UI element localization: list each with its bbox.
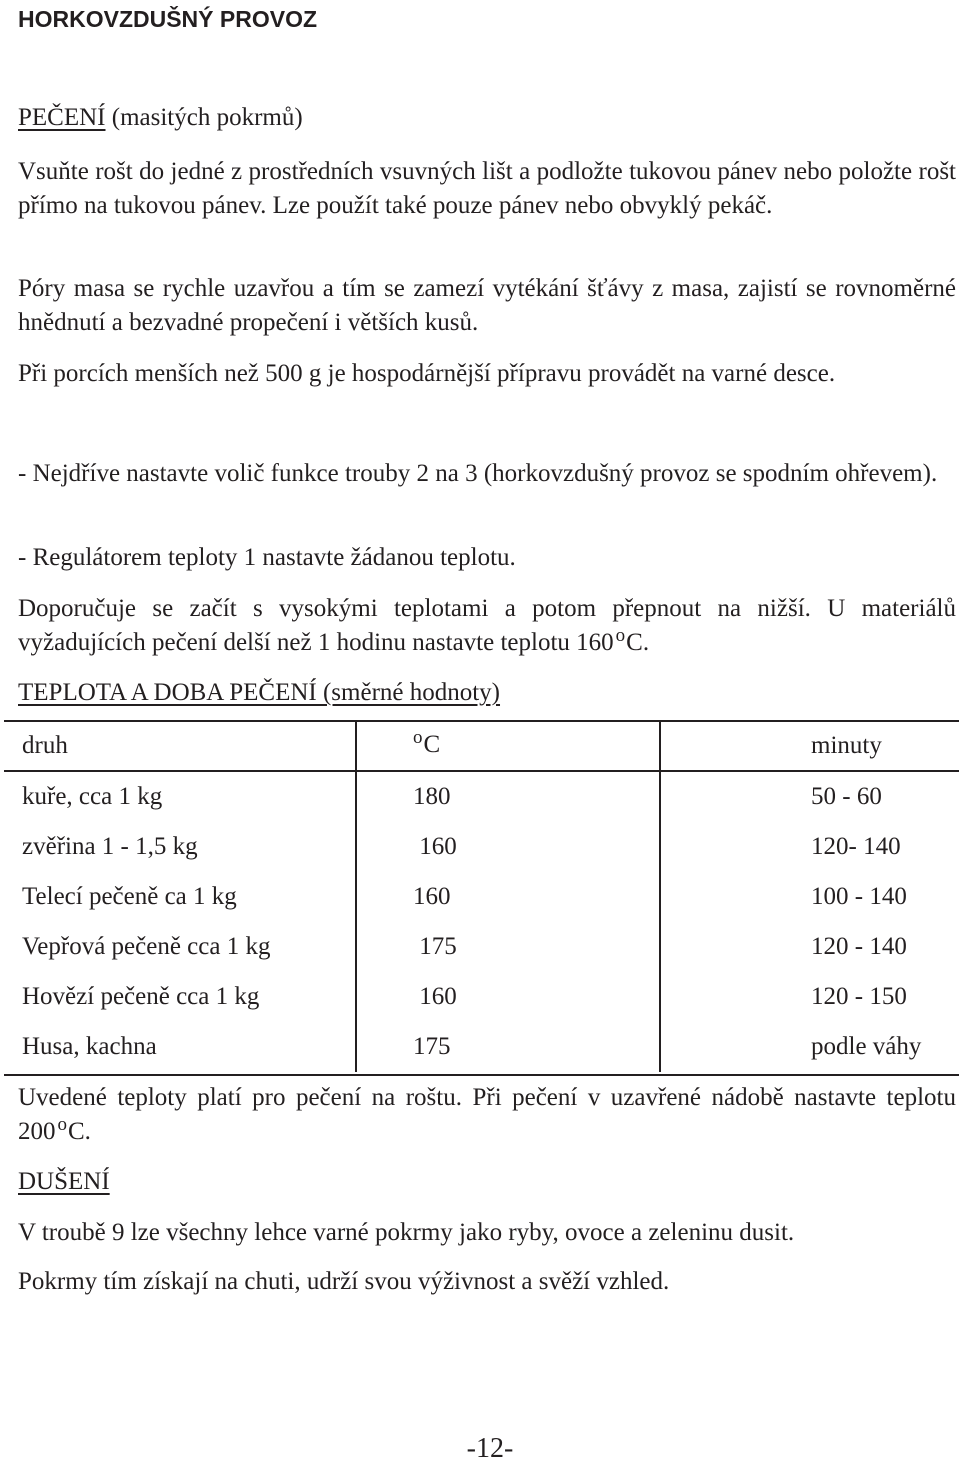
page-title: HORKOVZDUŠNÝ PROVOZ <box>18 6 318 32</box>
header-temp-unit: C <box>423 731 441 758</box>
roast-heading-line <box>18 101 956 135</box>
table-bottom-rule <box>4 1074 959 1076</box>
roast-heading: PEČENÍ <box>18 104 106 131</box>
cell-temp: 160 <box>356 822 660 872</box>
roast-heading-note: (masitých pokrmů) <box>105 104 303 131</box>
cell-kind: Husa, kachna <box>4 1022 356 1072</box>
cell-temp: 180 <box>356 771 660 822</box>
header-kind: druh <box>4 722 356 771</box>
cell-kind: kuře, cca 1 kg <box>4 771 356 822</box>
roast-paragraph-1: Vsuňte rošt do jedné z prostředních vsuvných lišt a podložte tukovou pánev nebo položte rošt přímo na tukovou pánev. Lze použít také pouze pánev nebo obvyklý pekáč. <box>18 158 956 219</box>
cell-kind: Hovězí pečeně cca 1 kg <box>4 972 356 1022</box>
cell-minutes: 120 - 150 <box>811 983 907 1010</box>
after-table-text: Uvedené teploty platí pro pečení na roštu. Při pečení v uzavřené nádobě nastavte teplotu 200 <box>18 1084 956 1145</box>
cell-minutes: 120- 140 <box>811 833 901 860</box>
degree-sup: o <box>615 625 626 646</box>
table-row <box>4 922 959 972</box>
header-temp-sup: o <box>413 727 423 748</box>
after-table-note <box>18 1081 956 1151</box>
recommendation-text: Doporučuje se začít s vysokými teplotami a potom přepnout na nižší. U materiálů vyžadujících pečení delší než 1 hodinu nastavte teplotu 160 <box>18 595 956 656</box>
step-1: - Nejdříve nastavte volič funkce trouby 2 na 3 (horkovzdušný provoz se spodním ohřevem). <box>18 460 938 487</box>
step-2: - Regulátorem teploty 1 nastavte žádanou teplotu. <box>18 544 516 571</box>
header-temp <box>356 722 660 771</box>
roast-paragraph-3: Při porcích menších než 500 g je hospodárnější přípravu provádět na varné desce. <box>18 360 836 387</box>
recommendation-end: C. <box>626 629 650 656</box>
table-heading: TEPLOTA A DOBA PEČENÍ (směrné hodnoty) <box>18 679 501 706</box>
cell-temp: 160 <box>356 972 660 1022</box>
cell-temp: 175 <box>356 1022 660 1072</box>
after-table-end: C. <box>68 1118 91 1145</box>
header-minutes: minuty <box>660 722 959 771</box>
table-row <box>4 771 959 822</box>
roast-paragraph-2: Póry masa se rychle uzavřou a tím se zamezí vytékání šťávy z masa, zajistí se rovnoměrné hnědnutí a bezvadné propečení i větších kusů. <box>18 275 956 336</box>
cell-minutes: podle váhy <box>811 1033 922 1060</box>
recommendation <box>18 592 956 662</box>
table-row <box>4 822 959 872</box>
stew-heading-line <box>18 1165 956 1199</box>
cell-minutes: 50 - 60 <box>811 783 882 810</box>
stew-heading: DUŠENÍ <box>18 1168 110 1195</box>
cell-kind: Telecí pečeně ca 1 kg <box>4 872 356 922</box>
cell-kind: zvěřina 1 - 1,5 kg <box>4 822 356 872</box>
roasting-table <box>4 722 959 1072</box>
cell-minutes: 120 - 140 <box>811 933 907 960</box>
stew-paragraph-1: V troubě 9 lze všechny lehce varné pokrmy jako ryby, ovoce a zeleninu dusit. <box>18 1219 795 1246</box>
stew-paragraph-2: Pokrmy tím získají na chuti, udrží svou výživnost a svěží vzhled. <box>18 1268 670 1295</box>
cell-temp: 160 <box>356 872 660 922</box>
table-row <box>4 1022 959 1072</box>
page-number: -12- <box>466 1433 514 1464</box>
cell-minutes: 100 - 140 <box>811 883 907 910</box>
table-row <box>4 872 959 922</box>
cell-kind: Vepřová pečeně cca 1 kg <box>4 922 356 972</box>
table-heading-line <box>18 676 956 710</box>
cell-temp: 175 <box>356 922 660 972</box>
degree-sup: o <box>57 1114 67 1135</box>
table-row <box>4 972 959 1022</box>
table-header-row <box>4 722 959 771</box>
